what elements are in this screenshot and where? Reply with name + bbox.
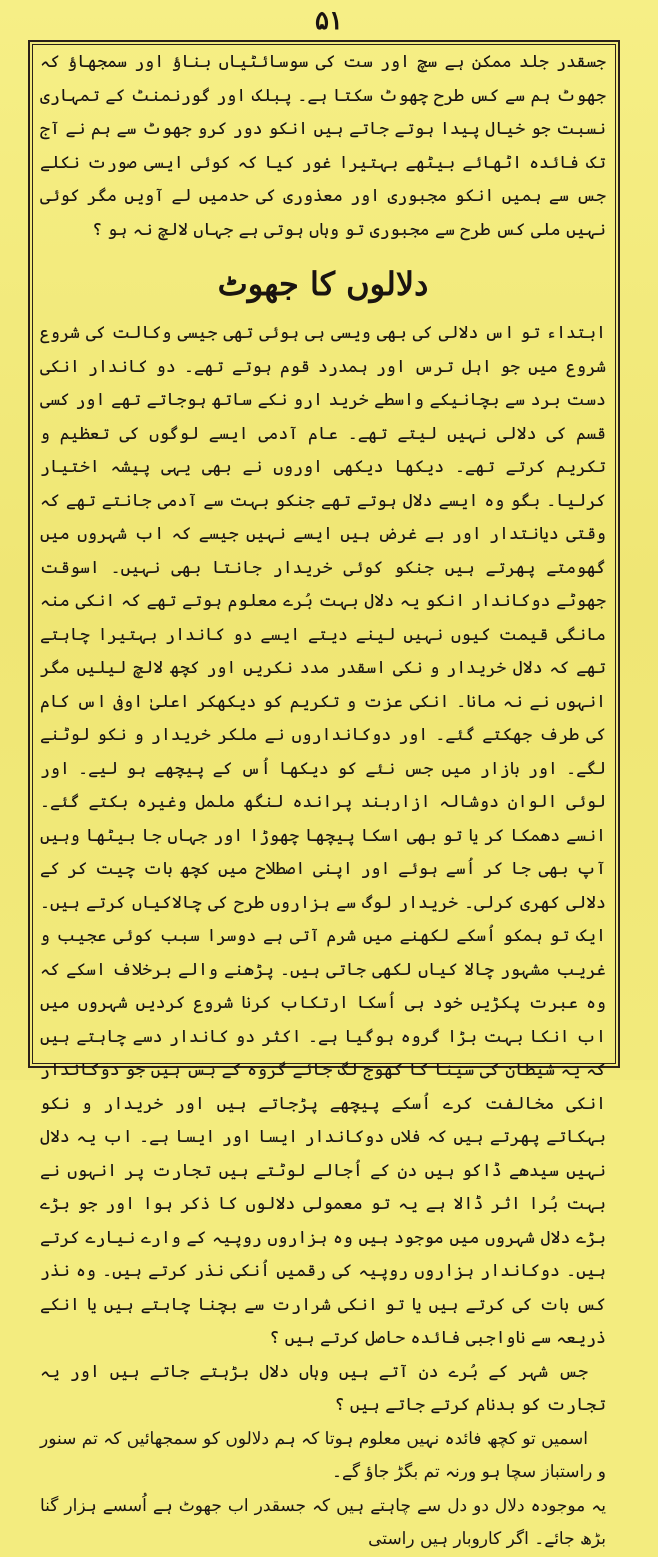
body-paragraph: ابتداء تو اس دلالی کی بھی ویسی ہی ہوئی تھی جیسی وکالت کی شروع شروع میں جو اہل ترس اور ہمدرد قوم ہوتے تھے۔ دو کاندار انکی دست برد سے بچانیکے واسطے خرید ارو نکے ساتھ ہوجاتے تھے اور کسی قسم کی دلالی نہیں لیتے تھے۔ عام آدمی ایسے لوگوں کی تعظیم و تکریم کرتے تھے۔ دیکھا دیکھی اوروں نے بھی یہی پیشہ اختیار کرلیا۔ بگو وہ ایسے دلال ہوتے تھے جنکو بہت سے آدمی جانتے تھے کہ وقتی دیانتدار اور بے غرض ہیں ایسے نہیں جیسے کہ اب شہروں میں گھومتے پھرتے ہیں جنکو کوئی خریدار جانتا بھی نہیں۔ اسوقت جھوٹے دوکاندار انکو یہ دلال بہت بُرے معلوم ہوتے تھے کہ انکی منہ مانگی قیمت کیوں نہیں لینے دیتے ایسے دو کاندار بہتیرا چاہتے تھے کہ دلال خریدار و نکی اسقدر مدد نکریں اور کچھ لالچ لیلیں مگر انہوں نے نہ مانا۔ انکی عزت و تکریم کو دیکھکر اعلیٰ اوفی اس کام کی طرف جھکتے گئے۔ اور دوکانداروں نے ملکر خریدار و نکو لوٹنے لگے۔ اور بازار میں جس نئے کو دیکھا اُس کے پیچھے ہو لیے۔ اور لوئی الوان دوشالہ ازاربند پراندہ لنگھ ململ وغیرہ بکتے گئے۔ انسے دھمکا کر یا تو بھی اسکا پیچھا چھوڑا اور جہاں جا بیٹھا وہیں آپ بھی جا کر اُسے ہوئے اور اپنی اصطلاح میں کچھ بات چیت کر کے دلالی کھری کرلی۔ خریدار لوگ سے ہزاروں طرح کی چالاکیاں کرتے ہیں۔ ایک تو ہمکو اُسکے لکھنے میں شرم آتی ہے دوسرا سبب کوئی عجیب و غریب مشہور چالا کیاں لکھی جاتی ہیں۔ پڑھنے والے برخلاف اسکے کہ وہ عبرت پکڑیں خود ہی اُسکا ارتکاب کرنا شروع کردیں شہروں میں اب انکا بہت بڑا گروہ ہوگیا ہے۔ اکثر دو کاندار دسے چاہتے ہیں کہ یہ شیطان کی سینا کا کھوج لگ جائے گروہ کے بس ہیں جو دوکاندار انکی مخالفت کرے اُسکے پیچھے پڑجاتے ہیں اور خریدار و نکو بہکاتے پھرتے ہیں کہ فلاں دوکاندار ایسا اور ایسا ہے۔ اب یہ دلال نہیں سیدھے ڈاکو ہیں دن کے اُجالے لوٹتے ہیں تجارت پر انہوں نے بہت بُرا اثر ڈالا ہے یہ تو معمولی دلالوں کا ذکر ہوا اور جو بڑے بڑے دلال شہروں میں موجود ہیں وہ ہزاروں روپیہ کے وارے نیارے کرتے ہیں۔ دوکاندار ہزاروں روپیہ کی رقمیں اُنکی نذر کرتے ہیں۔ وہ نذر کس بات کی کرتے ہیں یا تو انکی شرارت سے بچنا چاہتے ہیں یا انکے ذریعہ سے ناواجبی فائدہ حاصل کرتے ہیں ؟ xyxy=(40,323,606,1348)
closing-line-3: یہ موجودہ دلال دو دل سے چاہتے ہیں کہ جسقدر اب جھوٹ ہے اُسسے ہزار گنا بڑھ جائے۔ اگر کاروبار ہیں راستی xyxy=(40,1495,606,1549)
page-number: ۵۱ xyxy=(315,6,343,36)
closing-line-1: جس شہر کے بُرے دن آتے ہیں وہاں دلال بڑہتے جاتے ہیں اور یہ تجارت کو بدنام کرتے جاتے ہیں ؟ xyxy=(40,1361,606,1415)
intro-paragraph: جسقدر جلد ممکن ہے سچ اور ست کی سوسائٹیاں بناؤ اور سمجھاؤ کہ جھوٹ ہم سے کس طرح چھوٹ سکتا ہے۔ پبلک اور گورنمنٹ کے تمہاری نسبت جو خیال پیدا ہوتے جاتے ہیں انکو دور کرو جھوٹ سے ہم نے آج تک فائدہ اٹھائے بیٹھے بہتیرا غور کیا کہ کوئی ایسی صورت نکلے جس سے ہمیں انکو مجبوری اور معذوری کی حدمیں لے آویں مگر کوئی نہیں ملی کس طرح سے مجبوری تو وہاں ہوتی ہے جہاں لالچ نہ ہو ؟ xyxy=(40,52,606,240)
section-heading: دلالوں کا جھوٹ xyxy=(217,265,429,303)
page-content xyxy=(40,46,606,1557)
closing-line-2: اسمیں تو کچھ فائدہ نہیں معلوم ہوتا کہ ہم دلالوں کو سمجھائیں کہ تم سنور و راستباز سچا ہو ورنہ تم بگڑ جاؤ گے۔ xyxy=(40,1428,606,1482)
